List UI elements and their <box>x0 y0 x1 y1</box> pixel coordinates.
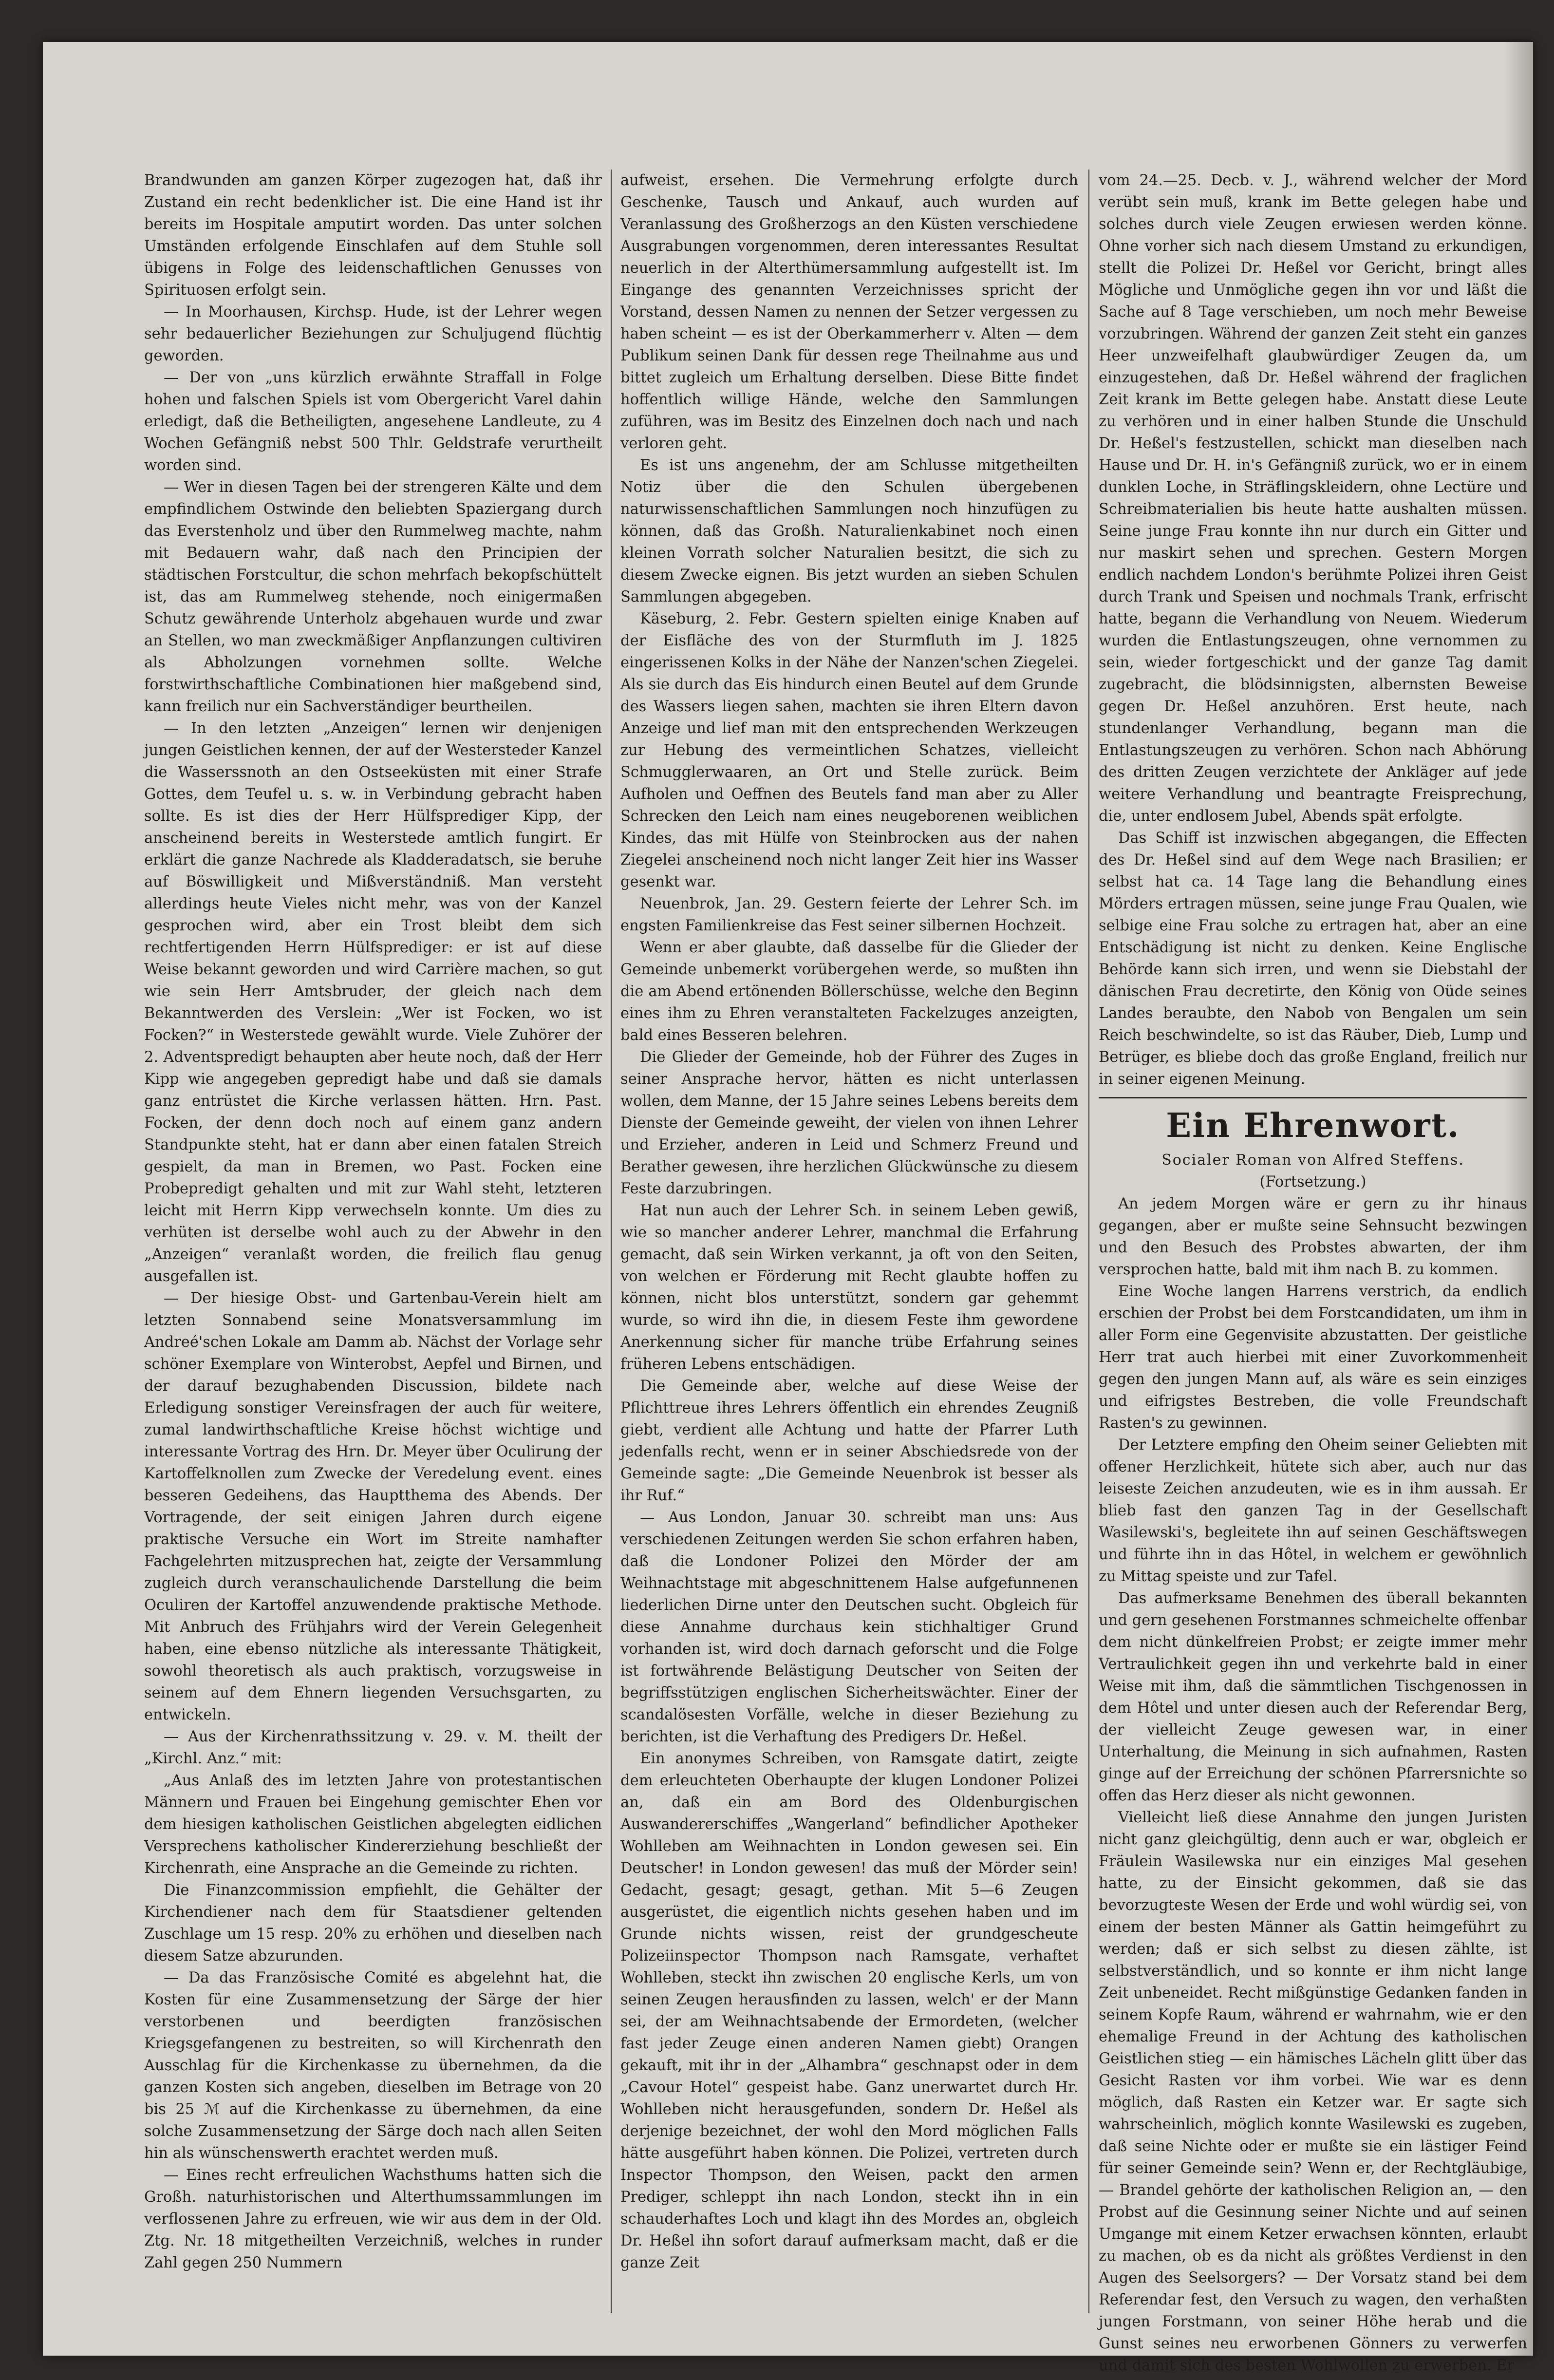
serial-paragraph: An jedem Morgen wäre er gern zu ihr hinaus gegangen, aber er mußte seine Sehnsucht bezwingen und den Besuch des Probstes abwarten, der ihm versprochen hatte, bald mit ihm nach B. zu kommen. <box>1099 1195 1527 1278</box>
paragraph: Brandwunden am ganzen Körper zugezogen hat, daß ihr Zustand ein recht bedenklicher ist. Die eine Hand ist ihr bereits im Hospitale amputirt worden. Das unter solchen Umständen erfolgende Einschlafen auf dem Stuhle soll übigens in Folge des leidenschaftlichen Genusses von Spirituosen erfolgt sein. <box>144 172 602 299</box>
paragraph: Neuenbrok, Jan. 29. Gestern feierte der Lehrer Sch. im engsten Familienkreise das Fest seiner silbernen Hochzeit. <box>620 895 1078 934</box>
paragraph: Das Schiff ist inzwischen abgegangen, die Effecten des Dr. Heßel sind auf dem Wege nach Brasilien; er selbst hat ca. 14 Tage lang die Behandlung eines Mörders ertragen müssen, seine junge Frau Qualen, wie selbige eine Frau solche zu ertragen hat, aber an eine Entschädigung ist nicht zu denken. Keine Englische Behörde kann sich irren, und wenn sie Diebstahl der dänischen Frau decretirte, den König von Oüde seines Landes beraubte, den Nabob von Bengalen um sein Reich beschwindelte, so ist das Räuber, Dieb, Lump und Betrüger, es bliebe doch das große England, freilich nur in seiner eigenen Meinung. <box>1099 830 1527 1088</box>
paragraph: — In den letzten „Anzeigen“ lernen wir denjenigen jungen Geistlichen kennen, der auf der Westersteder Kanzel die Wasserssnoth an den Ostseeküsten mit einer Strafe Gottes, dem Teufel u. s. w. in Verbindung gebracht haben sollte. Es ist dies der Herr Hülfsprediger Kipp, der anscheinend bereits in Westerstede amtlich fungirt. Er erklärt die ganze Nachrede als Kladderadatsch, sie beruhe auf Böswilligkeit und Mißverständniß. Man versteht allerdings heute Vieles nicht mehr, was von der Kanzel gesprochen wird, aber ein Trost bleibt dem sich rechtfertigenden Herrn Hülfsprediger: er ist auf diese Weise bekannt geworden und wird Carrière machen, so gut wie sein Herr Amtsbruder, der gleich nach dem Bekanntwerden des Verslein: „Wer ist Focken, wo ist Focken?“ in Westerstede gewählt wurde. Viele Zuhörer der 2. Adventspredigt behaupten aber heute noch, daß der Herr Kipp wie angegeben gepredigt habe und daß sie damals ganz entrüstet die Kirche verlassen hätten. Hrn. Past. Focken, der denn doch noch auf einem ganz andern Standpunkte steht, hat er dann aber einen fatalen Streich gespielt, da man in Bremen, wo Past. Focken eine Probepredigt gehalten und mit zur Wahl steht, letzteren leicht mit Herrn Kipp verwechseln konnte. Um dies zu verhüten ist derselbe wohl auch zu der Abwehr in den „Anzeigen“ veranlaßt worden, die freilich flau genug ausgefallen ist. <box>144 720 602 1285</box>
paragraph: — Der hiesige Obst- und Gartenbau-Verein hielt am letzten Sonnabend seine Monatsversammlung im Andreé'schen Lokale am Damm ab. Nächst der Vorlage sehr schöner Exemplare von Winterobst, Aepfel und Birnen, und der darauf bezughabenden Discussion, bildete nach Erledigung sonstiger Vereinsfragen der auch für weitere, zumal landwirthschaftliche Kreise höchst wichtige und interessante Vortrag des Hrn. Dr. Meyer über Oculirung der Kartoffelknollen zum Zwecke der Veredelung event. eines besseren Gedeihens, das Hauptthema des Abends. Der Vortragende, der seit einigen Jahren durch eigene praktische Versuche ein Wort im Streite namhafter Fachgelehrten mitzusprechen hat, zeigte der Versammlung zugleich durch veranschaulichende Darstellung die beim Oculiren der Kartoffel anzuwendende praktische Methode. Mit Anbruch des Frühjahrs wird der Verein Gelegenheit haben, eine ebenso nützliche als interessante Thätigkeit, sowohl theoretisch als auch praktisch, vorzugsweise in seinem auf dem Ehnern liegenden Versuchsgarten, zu entwickeln. <box>144 1290 602 1723</box>
paragraph: Wenn er aber glaubte, daß dasselbe für die Glieder der Gemeinde unbemerkt vorübergehen werde, so mußten ihn die am Abend ertönenden Böllerschüsse, welche den Beginn eines ihm zu Ehren veranstalteten Fackelzuges anzeigten, bald eines Besseren belehren. <box>620 939 1078 1044</box>
paragraph: Die Gemeinde aber, welche auf diese Weise der Pflichttreue ihres Lehrers öffentlich ein ehrendes Zeugniß giebt, verdient alle Achtung und hatte der Pfarrer Luth jedenfalls recht, wenn er in seiner Abschiedsrede von der Gemeinde sagte: „Die Gemeinde Neuenbrok ist besser als ihr Ruf.“ <box>620 1378 1078 1504</box>
paragraph: vom 24.—25. Decb. v. J., während welcher der Mord verübt sein muß, krank im Bette gelegen habe und solches durch viele Zeugen erwiesen werden könne. Ohne vorher sich nach diesem Umstand zu erkundigen, stellt die Polizei Dr. Heßel vor Gericht, bringt alles Mögliche und Unmögliche gegen ihn vor und läßt die Sache auf 8 Tage verschieben, um noch mehr Beweise vorzubringen. Während der ganzen Zeit steht ein ganzes Heer unzweifelhaft glaubwürdiger Zeugen da, um einzugestehen, daß Dr. Heßel während der fraglichen Zeit krank im Bette gelegen habe. Anstatt diese Leute zu verhören und in einer halben Stunde die Unschuld Dr. Heßel's festzustellen, schickt man dieselben nach Hause und Dr. H. in's Gefängniß zurück, wo er in einem dunklen Loche, in Sträflingskleidern, ohne Lectüre und Schreibmaterialien bis heute hatte aushalten müssen. Seine junge Frau konnte ihn nur durch ein Gitter und nur maskirt sehen und sprechen. Gestern Morgen endlich nachdem London's berühmte Polizei ihren Geist durch Trank und Speisen und nochmals Trank, erfrischt hatte, begann die Verhandlung von Neuem. Wiederum wurden die Entlastungszeugen, ohne vernommen zu sein, wieder fortgeschickt und der ganze Tag damit zugebracht, die blödsinnigsten, albernsten Beweise gegen Dr. Heßel anzuhören. Erst heute, nach stundenlanger Verhandlung, begann man die Entlastungszeugen zu verhören. Schon nach Abhörung des dritten Zeugen verzichtete der Ankläger auf jede weitere Verhandlung und beantragte Freisprechung, die, unter endlosem Jubel, Abends spät erfolgte. <box>1099 172 1527 825</box>
paragraph: — Eines recht erfreulichen Wachsthums hatten sich die Großh. naturhistorischen und Alterthumssammlungen im verflossenen Jahre zu erfreuen, wie wir aus dem in der Old. Ztg. Nr. 18 mitgetheilten Verzeichniß, welches in runder Zahl gegen 250 Nummern <box>144 2167 602 2271</box>
paragraph: Käseburg, 2. Febr. Gestern spielten einige Knaben auf der Eisfläche des von der Sturmfluth im J. 1825 eingerissenen Kolks in der Nähe der Nanzen'schen Ziegelei. Als sie durch das Eis hindurch einen Beutel auf dem Grunde des Wassers liegen sahen, machten sie ihren Eltern davon Anzeige und lief man mit den entsprechenden Werkzeugen zur Hebung des vermeintlichen Schatzes, vielleicht Schmugglerwaaren, an Ort und Stelle zurück. Beim Aufholen und Oeffnen des Beutels fand man aber zu Aller Schrecken den Leich nam eines neugeborenen weiblichen Kindes, das mit Hülfe von Steinbrocken aus der nahen Ziegelei anscheinend noch nicht langer Zeit hier ins Wasser gesenkt war. <box>620 610 1078 890</box>
paragraph: — Der von „uns kürzlich erwähnte Straffall in Folge hohen und falschen Spiels ist vom Obergericht Varel dahin erledigt, daß die Betheiligten, angesehene Landleute, zu 4 Wochen Gefängniß nebst 500 Thlr. Geldstrafe verurtheilt worden sind. <box>144 369 602 474</box>
paragraph: — Da das Französische Comité es abgelehnt hat, die Kosten für eine Zusammensetzung der Särge der hier verstorbenen und beerdigten französischen Kriegsgefangenen zu bestreiten, so will Kirchenrath den Ausschlag für die Kirchenkasse zu übernehmen, da die ganzen Kosten sich angeben, dieselben im Betrage von 20 bis 25 ℳ auf die Kirchenkasse zu übernehmen, da eine solche Zusammensetzung der Särge doch nach allen Seiten hin als wünschenswerth erachtet werden muß. <box>144 1969 602 2162</box>
paragraph: „Aus Anlaß des im letzten Jahre von protestantischen Männern und Frauen bei Eingehung gemischter Ehen vor dem hiesigen katholischen Geistlichen abgelegten eidlichen Versprechens katholischer Kindererziehung beschließt der Kirchenrath, eine Ansprache an die Gemeinde zu richten. <box>144 1772 602 1877</box>
serial-paragraph: Vielleicht ließ diese Annahme den jungen Juristen nicht ganz gleichgültig, denn auch er war, obgleich er Fräulein Wasilewska nur ein einziges Mal gesehen hatte, zu der Einsicht gekommen, daß sie das bevorzugteste Wesen der Erde und wohl würdig sei, von einem der besten Männer als Gattin heimgeführt zu werden; daß er sich selbst zu diesen zählte, ist selbstverständlich, und so konnte er ihm nicht lange Zeit unbeneidet. Recht mißgünstige Gedanken fanden in seinem Kopfe Raum, während er wahrnahm, wie er den ehemalige Freund in der Achtung des katholischen Geistlichen stieg — ein hämisches Lächeln glitt über das Gesicht Rasten vor ihm vorbei. Wie war es denn möglich, daß Rasten ein Ketzer war. Er sagte sich wahrscheinlich, möglich konnte Wasilewski es zugeben, daß seine Nichte oder er mußte sie ein lästiger Feind für seiner Gemeinde sein? Wenn er, der Rechtgläubige, — Brandel gehörte der katholischen Religion an, — den Probst auf die Gesinnung seiner Nichte und auf seinen Umgange mit einem Ketzer erwachsen könnten, erlaubt zu machen, ob es da nicht als größtes Verdienst in den Augen des Seelsorgers? — Der Vorsatz stand bei dem Referendar fest, den Versuch zu wagen, den verhaßten jungen Forstmann, von seiner Höhe herab und die Gunst seines neu erworbenen Gönners zu verwerfen und damit sich des besten Wohlwollen zu erwerben. Er <box>1099 1809 1527 2374</box>
paragraph: — In Moorhausen, Kirchsp. Hude, ist der Lehrer wegen sehr bedauerlicher Beziehungen zur Schuljugend flüchtig geworden. <box>144 303 602 364</box>
serial-subtitle: Socialer Roman von Alfred Steffens. <box>1161 1152 1464 1169</box>
serial-paragraph: Der Letztere empfing den Oheim seiner Geliebten mit offener Herzlichkeit, hütete sich aber, auch nur das leiseste Zeichen anzudeuten, wie es in ihm aussah. Er blieb fast den ganzen Tag in der Gesellschaft Wasilewski's, begleitete ihn auf seinen Geschäftswegen und führte ihn in das Hôtel, in welchem er gewöhnlich zu Mittag speiste und zur Tafel. <box>1099 1436 1527 1585</box>
serial-paragraph: Das aufmerksame Benehmen des überall bekannten und gern gesehenen Forstmannes schmeichelte offenbar dem nicht dünkelfreien Probst; er zeigte immer mehr Vertraulichkeit gegen ihn und verkehrte bald in einer Weise mit ihm, daß die sämmtlichen Tischgenossen in dem Hôtel und unter diesen auch der Referendar Berg, der vielleicht Zeuge gewesen war, in einer Unterhaltung, die Meinung in sich aufnahmen, Rasten ginge auf der Erreichung der schönen Pfarrersnichte so offen das Herz dieser als nicht gewonnen. <box>1099 1590 1527 1804</box>
section-divider <box>1099 1097 1527 1098</box>
column-rule <box>1088 170 1089 2313</box>
paragraph: Es ist uns angenehm, der am Schlusse mitgetheilten Notiz über die den Schulen übergebenen naturwissenschaftlichen Sammlungen noch hinzufügen zu können, daß das Großh. Naturalienkabinet noch einen kleinen Vorrath solcher Naturalien besitzt, die sich zu diesem Zwecke eignen. Bis jetzt wurden an sieben Schulen Sammlungen abgegeben. <box>620 457 1078 605</box>
paragraph: Ein anonymes Schreiben, von Ramsgate datirt, zeigte dem erleuchteten Oberhaupte der klugen Londoner Polizei an, daß ein am Bord des Oldenburgischen Auswandererschiffes „Wangerland“ befindlicher Apotheker Wohlleben am Weihnachten in London gewesen sei. Ein Deutscher! in London gewesen! das muß der Mörder sein! Gedacht, gesagt; gesagt, gethan. Mit 5—6 Zeugen ausgerüstet, die eigentlich nichts gesehen haben und im Grunde nichts wissen, reist der grundgescheute Polizeiinspector Thompson nach Ramsgate, verhaftet Wohlleben, steckt ihn zwischen 20 englische Kerls, um von seinen Zeugen herausfinden zu lassen, welch' er der Mann sei, der am Weihnachtsabende der Ermordeten, (welcher fast jeder Zeuge einen anderen Namen giebt) Orangen gekauft, mit ihr in der „Alhambra“ geschnapst oder in dem „Cavour Hotel“ gespeist habe. Ganz unerwartet durch Hr. Wohlleben nicht herausgefunden, sondern Dr. Heßel als derjenige bezeichnet, der wohl den Mord möglichen Falls hätte ausgeführt haben können. Die Polizei, vertreten durch Inspector Thompson, den Weisen, packt den armen Prediger, schleppt ihn nach London, steckt ihn in ein schauderhaftes Loch und klagt ihn des Mordes an, obgleich Dr. Heßel ihn sofort darauf aufmerksam macht, daß er die ganze Zeit <box>620 1750 1078 2271</box>
newspaper-page <box>43 42 1533 2374</box>
column-rule <box>611 170 612 2313</box>
column-3 <box>1099 170 1527 2374</box>
paragraph: Die Glieder der Gemeinde, hob der Führer des Zuges in seiner Ansprache hervor, hätten es nicht unterlassen wollen, dem Manne, der 15 Jahre seines Lebens bereits dem Dienste der Gemeinde geweiht, der vielen von ihnen Lehrer und Erzieher, anderen in Leid und Schmerz Freund und Berather gewesen, ihre herzlichen Glückwünsche zu diesem Feste darzubringen. <box>620 1049 1078 1197</box>
serial-continuation: (Fortsetzung.) <box>1259 1173 1367 1190</box>
column-2 <box>620 170 1078 2332</box>
paragraph: — Aus der Kirchenrathssitzung v. 29. v. M. theilt der „Kirchl. Anz.“ mit: <box>144 1728 602 1767</box>
serial-paragraph: Eine Woche langen Harrens verstrich, da endlich erschien der Probst bei dem Forstcandidaten, um ihm in aller Form eine Gegenvisite abzustatten. Der geistliche Herr trat auch hierbei mit einer Zuvorkommenheit gegen den jungen Mann auf, als wäre es sein einziges und eifrigstes Bestreben, die volle Freundschaft Rasten's zu gewinnen. <box>1099 1283 1527 1432</box>
paragraph: Hat nun auch der Lehrer Sch. in seinem Leben gewiß, wie so mancher anderer Lehrer, manchmal die Erfahrung gemacht, daß sein Wirken verkannt, ja oft von den Seiten, von welchen er Förderung mit Recht glaubte hoffen zu können, nicht blos unterstützt, sondern gar gehemmt wurde, so wird ihn die, in diesem Feste ihm gewordene Anerkennung sicher für manche trübe Erfahrung seines früheren Lebens entschädigen. <box>620 1202 1078 1373</box>
paragraph: — Wer in diesen Tagen bei der strengeren Kälte und dem empfindlichem Ostwinde den beliebten Spaziergang durch das Everstenholz und über den Rummelweg machte, nahm mit Bedauern wahr, daß nach den Principien der städtischen Forstcultur, die schon mehrfach bekopfschüttelt ist, das am Rummelweg stehende, noch einigermaßen Schutz gewährende Unterholz abgehauen wurde und zwar an Stellen, wo man zweckmäßiger Anpflanzungen cultiviren als Abholzungen vornehmen sollte. Welche forstwirthschaftliche Combinationen hier maßgebend sind, kann freilich nur ein Sachverständiger beurtheilen. <box>144 479 602 715</box>
serial-title: Ein Ehrenwort. <box>1166 1106 1460 1145</box>
paragraph: — Aus London, Januar 30. schreibt man uns: Aus verschiedenen Zeitungen werden Sie schon erfahren haben, daß die Londoner Polizei den Mörder der am Weihnachtstage mit abgeschnittenem Halse aufgefunnenen liederlichen Dirne unter den Deutschen sucht. Obgleich für diese Annahme durchaus kein stichhaltiger Grund vorhanden ist, wird doch darnach geforscht und die Folge ist fortwährende Belästigung Deutscher von Seiten der begriffsstützigen englischen Sicherheitswächter. Einer der scandalösesten Vorfälle, welche in dieser Beziehung zu berichten, ist die Verhaftung des Predigers Dr. Heßel. <box>620 1509 1078 1745</box>
paragraph: aufweist, ersehen. Die Vermehrung erfolgte durch Geschenke, Tausch und Ankauf, auch wurden auf Veranlassung des Großherzogs an den Küsten verschiedene Ausgrabungen vorgenommen, deren interessantes Resultat neuerlich in der Alterthümersammlung aufgestellt ist. Im Eingange des genannten Verzeichnisses spricht der Vorstand, dessen Namen zu nennen der Setzer vergessen zu haben scheint — es ist der Oberkammerherr v. Alten — dem Publikum seinen Dank für dessen rege Theilnahme aus und bittet zugleich um Erhaltung derselben. Diese Bitte findet hoffentlich willige Hände, welche den Sammlungen zuführen, was im Besitz des Einzelnen doch nach und nach verloren geht. <box>620 172 1078 452</box>
paragraph: Die Finanzcommission empfiehlt, die Gehälter der Kirchendiener nach dem für Staatsdiener geltenden Zuschlage um 15 resp. 20% zu erhöhen und dieselben nach diesem Satze abzurunden. <box>144 1882 602 1964</box>
column-1 <box>144 170 602 2332</box>
